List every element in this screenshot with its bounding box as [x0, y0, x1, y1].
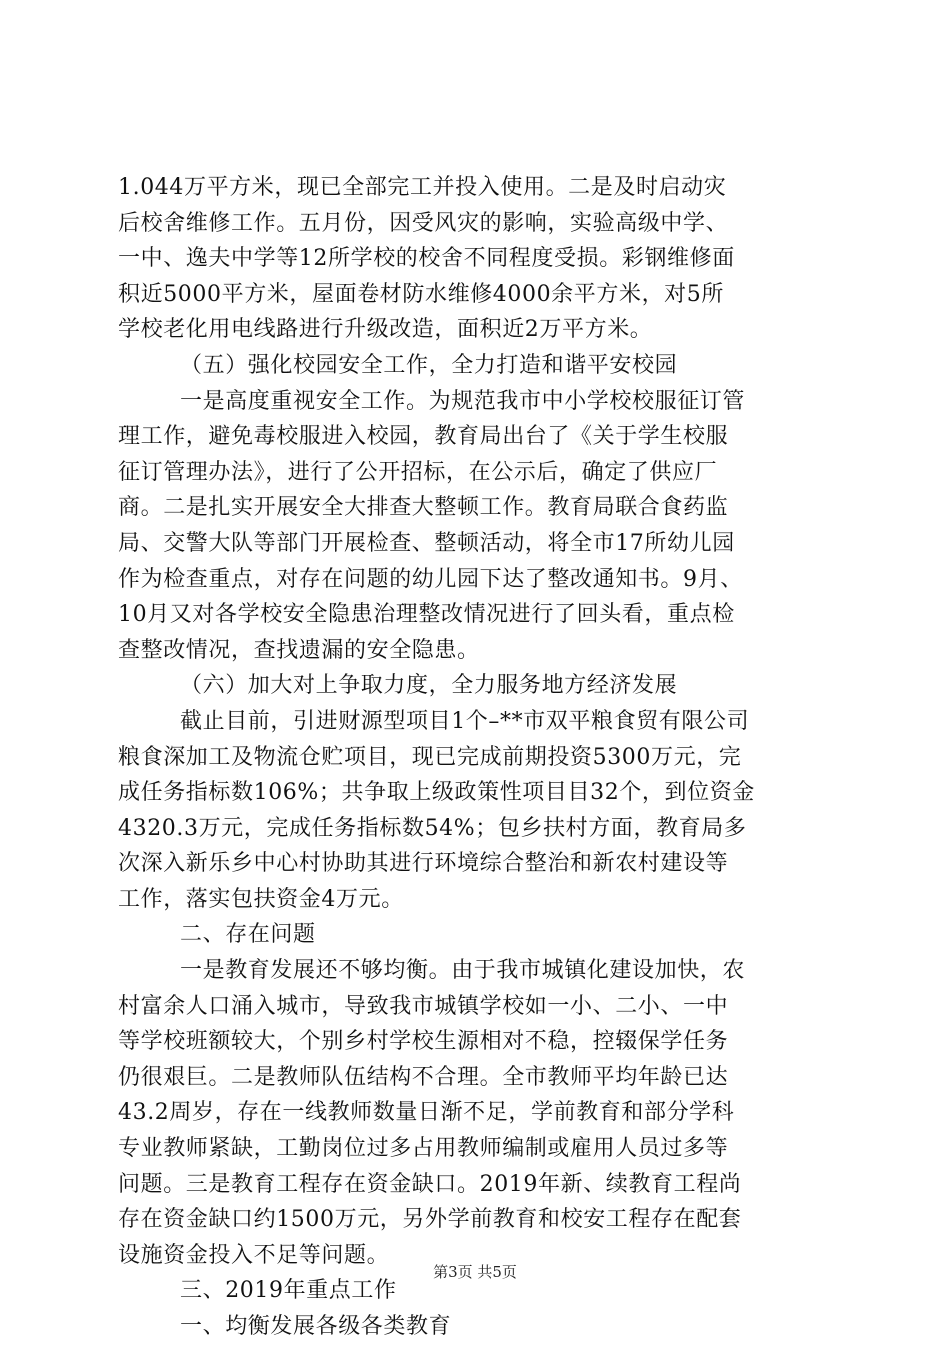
body-text — [118, 170, 838, 1345]
text-line: 作为检查重点，对存在问题的幼儿园下达了整改通知书。9月、 — [118, 566, 743, 592]
text-line: 仍很艰巨。二是教师队伍结构不合理。全市教师平均年龄已达 — [118, 1064, 729, 1090]
text-line: 等学校班额较大，个别乡村学校生源相对不稳，控辍保学任务 — [118, 1029, 729, 1055]
paragraph-start: 截止目前，引进财源型项目1个–**市双平粮食贸有限公司 — [180, 708, 750, 734]
section-heading: 一、均衡发展各级各类教育 — [180, 1314, 452, 1339]
section-heading: （六）加大对上争取力度，全力服务地方经济发展 — [180, 673, 678, 699]
text-line: 征订管理办法》，进行了公开招标，在公示后，确定了供应厂 — [118, 459, 718, 485]
text-line: 粮食深加工及物流仓贮项目，现已完成前期投资5300万元，完 — [118, 744, 742, 770]
text-line: 4320.3万元，完成任务指标数54%；包乡扶村方面，教育局多 — [118, 815, 747, 841]
text-line: 问题。三是教育工程存在资金缺口。2019年新、续教育工程尚 — [118, 1171, 742, 1197]
page-footer — [0, 1262, 950, 1282]
text-line: 后校舍维修工作。五月份，因受风灾的影响，实验高级中学、 — [118, 210, 729, 236]
section-heading: 二、存在问题 — [180, 922, 316, 948]
paragraph-start: 一是高度重视安全工作。为规范我市中小学校校服征订管 — [180, 388, 746, 414]
text-line: 工作，落实包扶资金4万元。 — [118, 886, 404, 912]
section-heading: 三、2019年重点工作 — [180, 1278, 397, 1304]
text-line: 商。二是扎实开展安全大排查大整顿工作。教育局联合食药监 — [118, 495, 729, 521]
section-heading: （五）强化校园安全工作，全力打造和谐平安校园 — [180, 352, 678, 378]
page-number: 第3页 共5页 — [433, 1263, 517, 1281]
text-line: 理工作，避免毒校服进入校园，教育局出台了《关于学生校服 — [118, 424, 729, 450]
text-line: 村富余人口涌入城市，导致我市城镇学校如一小、二小、一中 — [118, 993, 729, 1019]
text-line: 设施资金投入不足等问题。 — [118, 1242, 390, 1268]
text-line: 次深入新乐乡中心村协助其进行环境综合整治和新农村建设等 — [118, 851, 729, 877]
text-line: 学校老化用电线路进行升级改造，面积近2万平方米。 — [118, 317, 653, 343]
text-line: 一中、逸夫中学等12所学校的校舍不同程度受损。彩钢维修面 — [118, 246, 735, 272]
text-line: 10月又对各学校安全隐患治理整改情况进行了回头看，重点检 — [118, 602, 735, 628]
text-line: 成任务指标数106%；共争取上级政策性项目目32个，到位资金 — [118, 780, 755, 806]
text-line: 查整改情况，查找遗漏的安全隐患。 — [118, 637, 480, 663]
paragraph-start: 一是教育发展还不够均衡。由于我市城镇化建设加快，农 — [180, 958, 746, 984]
text-line: 43.2周岁，存在一线教师数量日渐不足，学前教育和部分学科 — [118, 1100, 735, 1126]
text-line: 积近5000平方米，屋面卷材防水维修4000余平方米，对5所 — [118, 281, 724, 307]
text-line: 存在资金缺口约1500万元，另外学前教育和校安工程存在配套 — [118, 1207, 742, 1233]
text-line: 专业教师紧缺，工勤岗位过多占用教师编制或雇用人员过多等 — [118, 1136, 729, 1162]
text-line: 1.044万平方米，现已全部完工并投入使用。二是及时启动灾 — [118, 175, 727, 200]
text-line: 局、交警大队等部门开展检查、整顿活动，将全市17所幼儿园 — [118, 530, 735, 556]
